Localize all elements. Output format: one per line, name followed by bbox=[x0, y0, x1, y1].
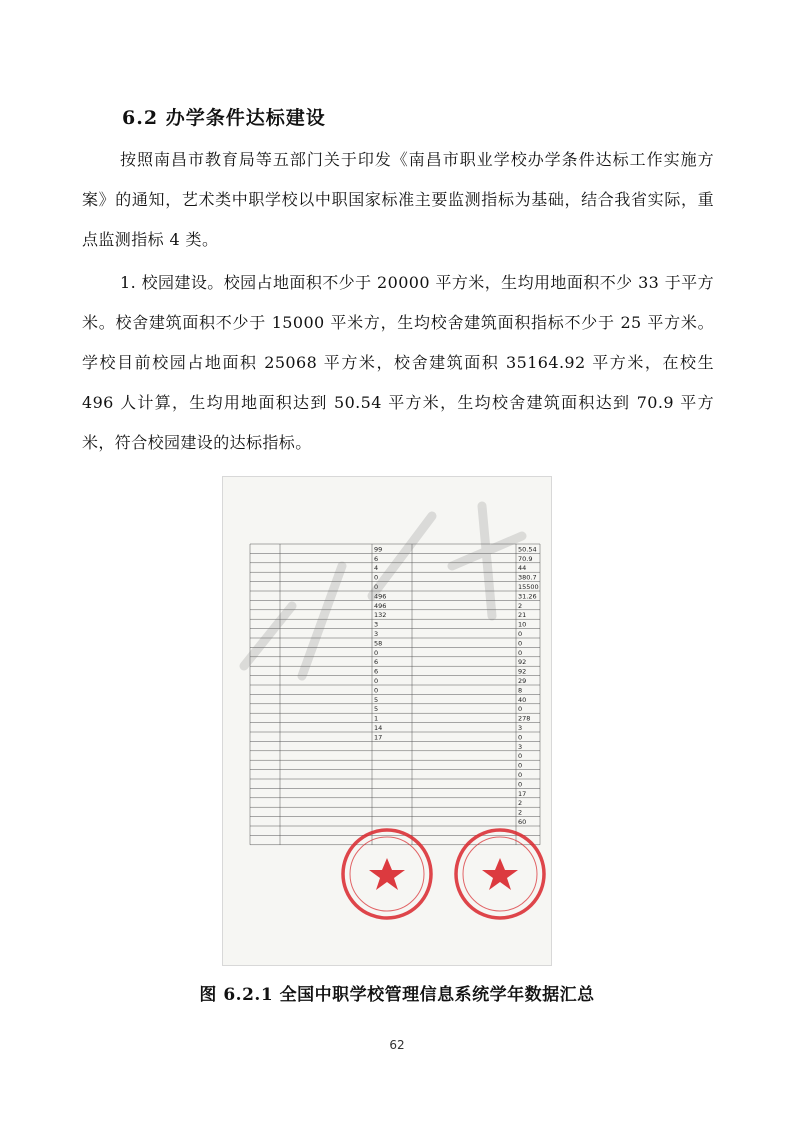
page-number: 62 bbox=[389, 1038, 405, 1052]
form-right-value: 21 bbox=[518, 611, 527, 620]
form-left-value: 1 bbox=[374, 714, 379, 723]
form-left-value: 6 bbox=[374, 667, 379, 676]
form-right-value: 2 bbox=[518, 808, 523, 817]
form-left-value: 14 bbox=[374, 724, 383, 732]
form-right-value: 0 bbox=[518, 761, 523, 770]
form-left-value: 496 bbox=[374, 592, 387, 601]
form-right-values bbox=[518, 545, 539, 826]
form-right-value: 0 bbox=[518, 648, 523, 657]
form-left-value: 132 bbox=[374, 611, 387, 620]
form-left-value: 58 bbox=[374, 639, 383, 648]
form-right-value: 0 bbox=[518, 771, 523, 779]
form-left-value: 0 bbox=[374, 686, 379, 695]
figure-caption: 图 6.2.1 全国中职学校管理信息系统学年数据汇总 bbox=[199, 985, 595, 1005]
form-right-value: 44 bbox=[518, 564, 527, 573]
intro-paragraph: 按照南昌市教育局等五部门关于印发《南昌市职业学校办学条件达标工作实施方案》的通知，艺术类中职学校以中职国家标准主要监测指标为基础，结合我省实际，重点监测指标 4 类。 bbox=[82, 150, 714, 249]
form-left-value: 0 bbox=[374, 677, 379, 685]
form-left-value: 99 bbox=[374, 545, 383, 554]
form-right-value: 50.54 bbox=[518, 545, 537, 554]
scanned-statistics-form bbox=[222, 476, 552, 966]
form-left-value: 17 bbox=[374, 733, 383, 742]
campus-construction-paragraph: 1. 校园建设。校园占地面积不少于 20000 平方米，生均用地面积不少 33 于平方米。校舍建筑面积不少于 15000 平米方，生均校舍建筑面积指标不少于 25 平方米。学校目前校园占地面积 25068 平方米，校舍建筑面积 35164.92 平方米，在校生 496 人计算，生均用地面积达到 50.54 平方米，生均校舍建筑面积达到 70.9 平方米，符合校园建设的达标指标。 bbox=[82, 273, 714, 452]
form-left-value: 6 bbox=[374, 658, 379, 667]
form-left-value: 0 bbox=[374, 648, 379, 657]
form-left-value: 3 bbox=[374, 620, 379, 629]
form-right-value: 278 bbox=[518, 714, 531, 723]
form-right-value: 8 bbox=[518, 686, 523, 695]
form-right-value: 0 bbox=[518, 733, 523, 742]
form-left-value: 3 bbox=[374, 630, 379, 638]
form-right-value: 17 bbox=[518, 789, 527, 798]
form-right-value: 380.7 bbox=[518, 573, 537, 582]
form-right-value: 10 bbox=[518, 620, 527, 629]
form-right-value: 15500 bbox=[518, 583, 539, 591]
form-left-value: 6 bbox=[374, 554, 379, 563]
form-right-value: 2 bbox=[518, 601, 523, 610]
section-title: 办学条件达标建设 bbox=[165, 107, 326, 129]
form-left-value: 5 bbox=[374, 695, 379, 704]
form-right-value: 0 bbox=[518, 752, 523, 761]
form-left-value: 5 bbox=[374, 705, 379, 714]
form-right-value: 0 bbox=[518, 639, 523, 648]
form-left-value: 0 bbox=[374, 583, 379, 591]
form-right-value: 3 bbox=[518, 724, 523, 732]
section-number: 6.2 bbox=[122, 107, 159, 129]
form-left-value: 496 bbox=[374, 601, 387, 610]
form-right-value: 29 bbox=[518, 677, 527, 685]
section-heading bbox=[122, 103, 326, 130]
form-right-value: 40 bbox=[518, 695, 527, 704]
form-table-grid bbox=[250, 544, 540, 845]
form-right-value: 0 bbox=[518, 780, 523, 789]
form-right-value: 3 bbox=[518, 742, 523, 751]
education-bureau-seal-icon bbox=[456, 830, 544, 918]
form-left-value: 0 bbox=[374, 573, 379, 582]
form-right-value: 60 bbox=[518, 818, 527, 826]
form-right-value: 0 bbox=[518, 705, 523, 714]
form-right-value: 92 bbox=[518, 658, 527, 667]
school-seal-icon bbox=[343, 830, 431, 918]
form-left-value: 4 bbox=[374, 564, 379, 573]
form-right-value: 92 bbox=[518, 667, 527, 676]
form-right-value: 2 bbox=[518, 799, 523, 808]
form-right-value: 70.9 bbox=[518, 554, 533, 563]
form-right-value: 0 bbox=[518, 630, 523, 638]
form-right-value: 31.26 bbox=[518, 592, 537, 601]
